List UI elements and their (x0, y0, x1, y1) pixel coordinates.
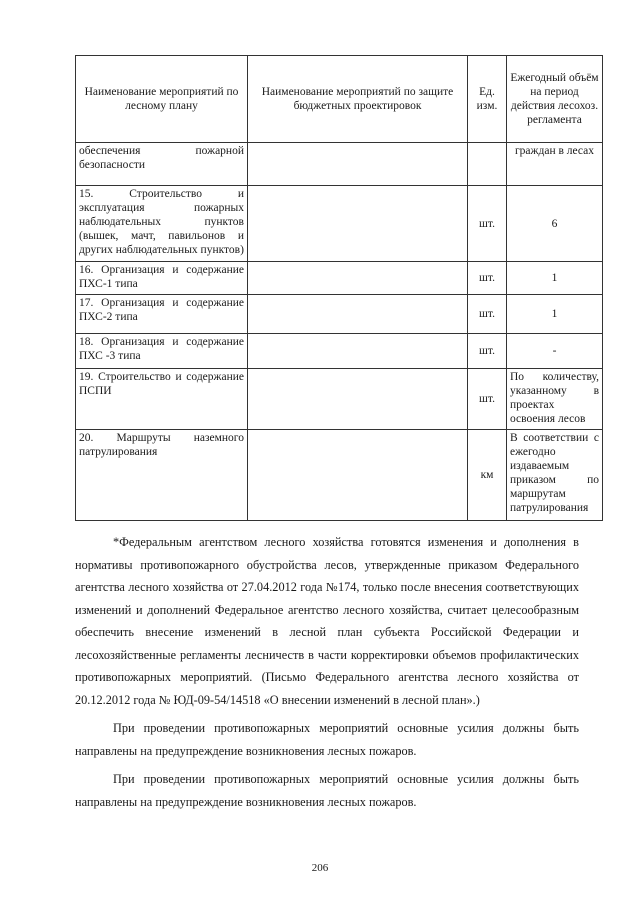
measure-name-cell: обеспечения пожарной безопасности (76, 143, 248, 186)
unit-cell (468, 143, 507, 186)
measure-name-cell: 18. Организация и содержание ПХС -3 типа (76, 334, 248, 369)
notes-section (75, 531, 579, 813)
budget-measure-cell (248, 334, 468, 369)
table-row (76, 334, 603, 369)
budget-measure-cell (248, 430, 468, 521)
unit-cell: шт. (468, 295, 507, 334)
budget-measure-cell (248, 369, 468, 430)
unit-cell: шт. (468, 262, 507, 295)
unit-cell: км (468, 430, 507, 521)
budget-measure-cell (248, 262, 468, 295)
budget-measure-cell (248, 143, 468, 186)
volume-cell: граждан в лесах (507, 143, 603, 186)
table-row (76, 295, 603, 334)
table-row (76, 430, 603, 521)
unit-cell: шт. (468, 186, 507, 262)
page-number: 206 (311, 862, 329, 874)
fire-measures-table (75, 55, 603, 521)
volume-cell: В соответствии с ежегодно издаваемым приказом по маршрутам патрулирования (507, 430, 603, 521)
header-unit: Ед. изм. (468, 56, 507, 143)
table-row (76, 186, 603, 262)
footnote-paragraph: *Федеральным агентством лесного хозяйства готовятся изменения и дополнения в нормативы противопожарного обустройства лесов, утвержденные приказом Федерального агентства лесного хозяйства от 27.04.2012 года №174, только после внесения соответствующих изменений и дополнений Федеральное агентство лесного хозяйства, считает целесообразным обеспечить внесение изменений в лесной план субъекта Российской Федерации и лесохозяйственные регламенты лесничеств в части корректировки объемов профилактических противопожарных мероприятий. (Письмо Федерального агентства лесного хозяйства от 20.12.2012 года № ЮД-09-54/14518 «О внесении изменений в лесной план».) (75, 535, 579, 707)
volume-cell: - (507, 334, 603, 369)
table-row (76, 369, 603, 430)
volume-cell: По количеству, указанному в проектах освоения лесов (507, 369, 603, 430)
measure-name-cell: 15. Строительство и эксплуатация пожарных наблюдательных пунктов (вышек, мачт, павильонов и других наблюдательных пунктов) (76, 186, 248, 262)
table-header-row (76, 56, 603, 143)
table-row (76, 262, 603, 295)
body-paragraph: При проведении противопожарных мероприятий основные усилия должны быть направлены на предупреждение возникновения лесных пожаров. (75, 721, 579, 758)
measure-name-cell: 20. Маршруты наземного патрулирования (76, 430, 248, 521)
volume-cell: 1 (507, 295, 603, 334)
header-annual-volume: Ежегодный объём на период действия лесохоз. регламента (507, 56, 603, 143)
header-budget-measures: Наименование мероприятий по защите бюджетных проектировок (248, 56, 468, 143)
budget-measure-cell (248, 186, 468, 262)
table-row (76, 143, 603, 186)
volume-cell: 6 (507, 186, 603, 262)
budget-measure-cell (248, 295, 468, 334)
header-forest-plan-measures: Наименование мероприятий по лесному плану (76, 56, 248, 143)
measure-name-cell: 19. Строительство и содержание ПСПИ (76, 369, 248, 430)
measure-name-cell: 16. Организация и содержание ПХС-1 типа (76, 262, 248, 295)
volume-cell: 1 (507, 262, 603, 295)
body-paragraph: При проведении противопожарных мероприятий основные усилия должны быть направлены на предупреждение возникновения лесных пожаров. (75, 772, 579, 809)
measure-name-cell: 17. Организация и содержание ПХС-2 типа (76, 295, 248, 334)
unit-cell: шт. (468, 334, 507, 369)
unit-cell: шт. (468, 369, 507, 430)
